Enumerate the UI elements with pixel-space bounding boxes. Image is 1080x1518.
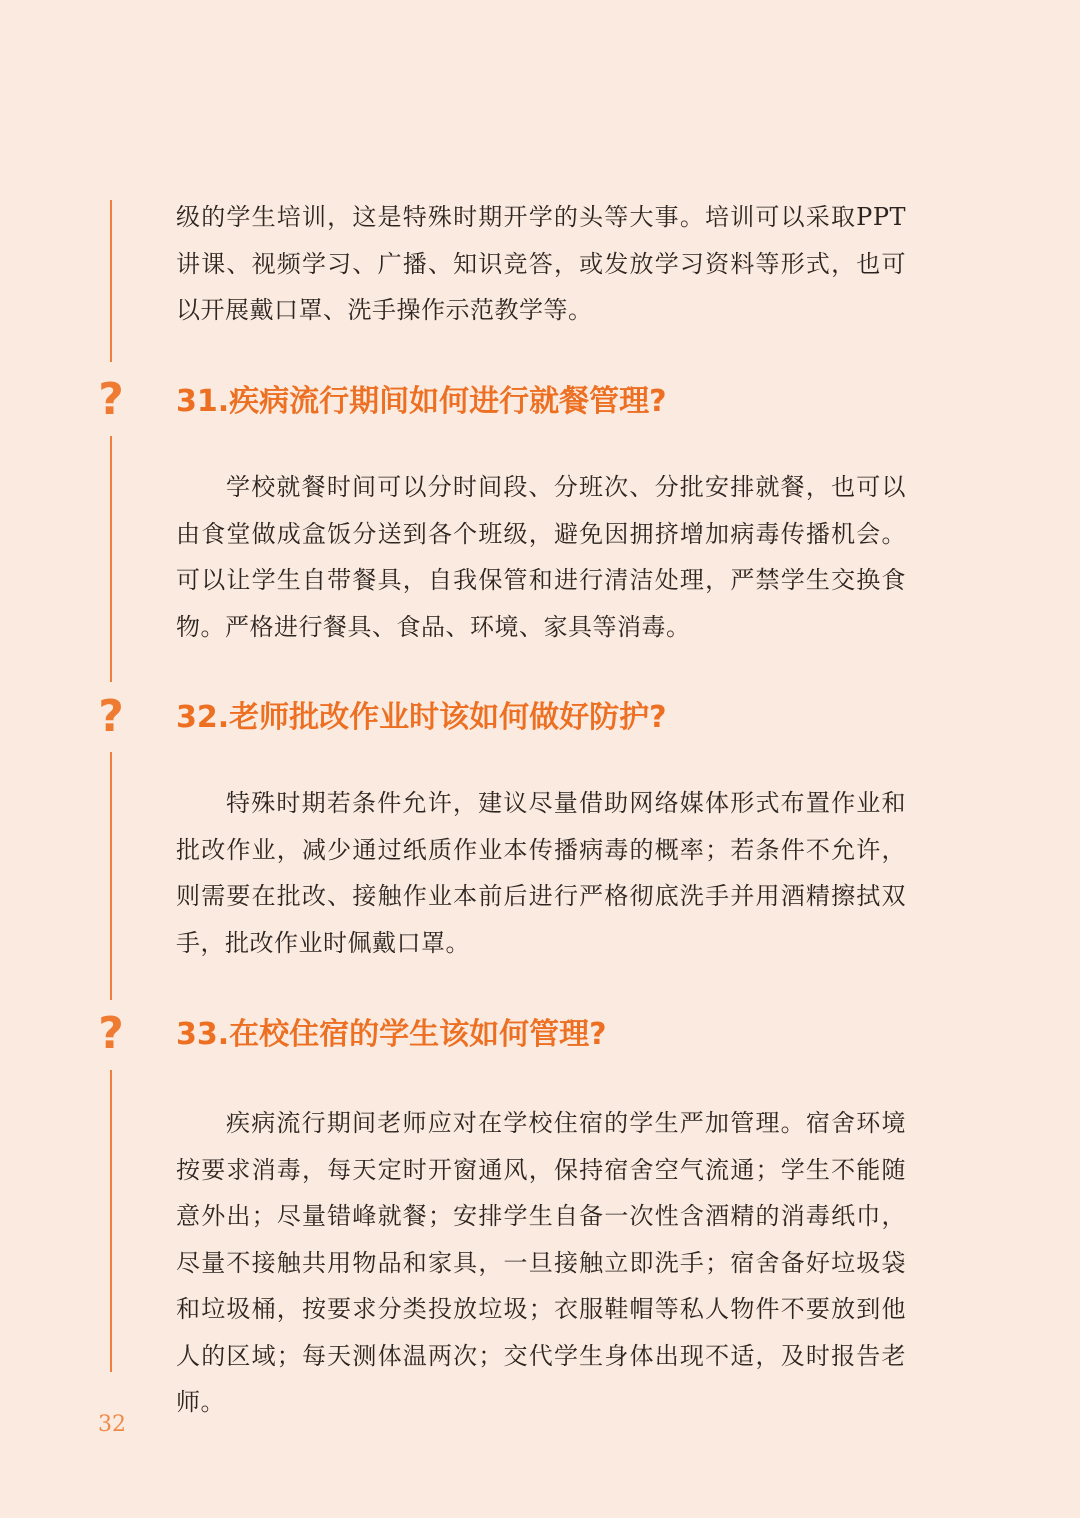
question-mark-icon: ? xyxy=(98,374,124,425)
section-heading-33: 33.在校住宿的学生该如何管理? xyxy=(176,1017,607,1052)
left-margin-rule xyxy=(110,436,112,682)
left-margin-rule xyxy=(110,200,112,362)
question-mark-icon: ? xyxy=(98,1008,124,1059)
section-body-31: 学校就餐时间可以分时间段、分班次、分批安排就餐，也可以由食堂做成盒饭分送到各个班级，避免因拥挤增加病毒传播机会。可以让学生自带餐具，自我保管和进行清洁处理，严禁学生交换食物。严格进行餐具、食品、环境、家具等消毒。 xyxy=(176,473,906,641)
question-mark-icon: ? xyxy=(98,691,124,742)
page-number: 32 xyxy=(98,1412,126,1437)
left-margin-rule xyxy=(110,1070,112,1372)
section-body-33: 疾病流行期间老师应对在学校住宿的学生严加管理。宿舍环境按要求消毒，每天定时开窗通风，保持宿舍空气流通；学生不能随意外出；尽量错峰就餐；安排学生自备一次性含酒精的消毒纸巾，尽量不接触共用物品和家具，一旦接触立即洗手；宿舍备好垃圾袋和垃圾桶，按要求分类投放垃圾；衣服鞋帽等私人物件不要放到他人的区域；每天测体温两次；交代学生身体出现不适，及时报告老师。 xyxy=(176,1109,906,1416)
left-margin-rule xyxy=(110,752,112,1000)
intro-paragraph: 级的学生培训，这是特殊时期开学的头等大事。培训可以采取PPT讲课、视频学习、广播、知识竞答，或发放学习资料等形式，也可以开展戴口罩、洗手操作示范教学等。 xyxy=(176,203,906,324)
section-heading-32: 32.老师批改作业时该如何做好防护? xyxy=(176,700,667,735)
section-body-32: 特殊时期若条件允许，建议尽量借助网络媒体形式布置作业和批改作业，减少通过纸质作业本传播病毒的概率；若条件不允许，则需要在批改、接触作业本前后进行严格彻底洗手并用酒精擦拭双手，批改作业时佩戴口罩。 xyxy=(176,789,906,957)
section-heading-31: 31.疾病流行期间如何进行就餐管理? xyxy=(176,384,667,419)
